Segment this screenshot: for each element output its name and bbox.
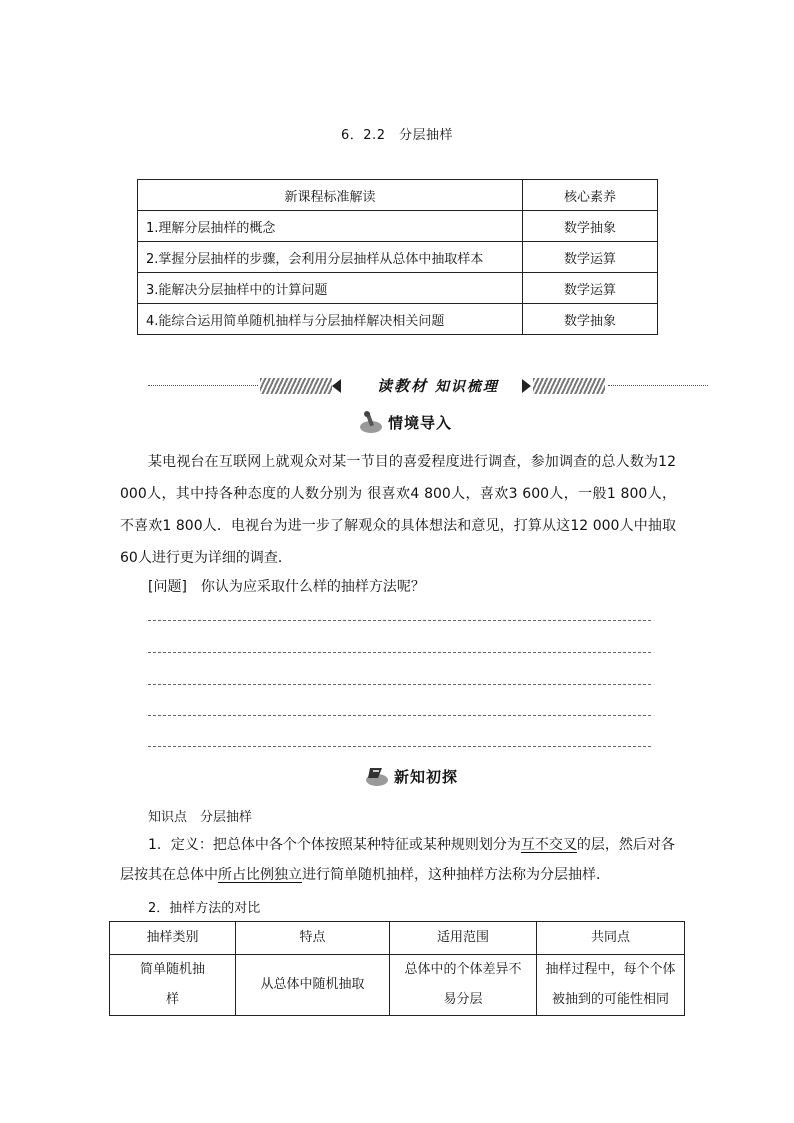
banner-title <box>358 375 518 396</box>
table-cell: 数学运算 <box>523 242 658 273</box>
arrow-left-icon <box>332 379 341 393</box>
table-cell: 3.能解决分层抽样中的计算问题 <box>138 273 523 304</box>
table-cell: 从总体中随机抽取 <box>236 955 390 1016</box>
table-header-cell: 核心素养 <box>523 180 658 211</box>
table-cell: 抽样过程中，每个个体被抽到的可能性相同 <box>537 955 685 1016</box>
underlined-term: 独立 <box>274 867 302 883</box>
banner-stripe <box>533 378 605 394</box>
table-cell: 简单随机抽样 <box>110 955 236 1016</box>
table-row <box>138 304 658 335</box>
new-knowledge-heading-label: 新知初探 <box>394 767 459 786</box>
comparison-title: 2．抽样方法的对比 <box>148 901 261 916</box>
table-cell: 1.理解分层抽样的概念 <box>138 211 523 242</box>
scenario-heading-label: 情境导入 <box>388 413 453 432</box>
new-knowledge-heading <box>364 762 458 790</box>
table-header-cell: 适用范围 <box>390 922 537 955</box>
section-banner <box>148 375 708 397</box>
table-cell: 4.能综合运用简单随机抽样与分层抽样解决相关问题 <box>138 304 523 335</box>
answer-line[interactable] <box>148 620 651 621</box>
table-row <box>110 955 685 1016</box>
new-knowledge-icon <box>364 764 390 788</box>
scenario-icon <box>358 410 384 434</box>
definition-text: 的层，然后对各层按其在总体中 <box>120 837 675 883</box>
table-cell: 数学抽象 <box>523 211 658 242</box>
arrow-right-icon <box>522 379 531 393</box>
comparison-table <box>109 921 685 1016</box>
underlined-term: 所占比例 <box>218 867 274 883</box>
answer-line[interactable] <box>148 746 651 747</box>
banner-stripe <box>260 378 332 394</box>
definition-text: 进行简单随机抽样，这种抽样方法称为分层抽样． <box>302 867 610 883</box>
divider <box>148 385 258 386</box>
underlined-term: 互不交叉 <box>520 837 577 853</box>
table-header-row <box>138 180 658 211</box>
table-cell: 2.掌握分层抽样的步骤，会利用分层抽样从总体中抽取样本 <box>138 242 523 273</box>
page-title: 6．2.2 分层抽样 <box>341 128 453 143</box>
table-row <box>138 242 658 273</box>
standards-table <box>137 179 658 335</box>
definition-text: 1．定义：把总体中各个个体按照某种特征或某种规则划分为 <box>148 837 521 853</box>
table-header-cell: 新课程标准解读 <box>138 180 523 211</box>
definition-paragraph <box>120 830 676 890</box>
answer-line[interactable] <box>148 715 651 716</box>
table-header-cell: 共同点 <box>537 922 685 955</box>
table-header-row <box>110 922 685 955</box>
answer-line[interactable] <box>148 652 651 653</box>
table-cell: 总体中的个体差异不易分层 <box>390 955 537 1016</box>
table-row <box>138 211 658 242</box>
question-text: [问题] 你认为应采取什么样的抽样方法呢？ <box>148 579 425 595</box>
banner-part1: 读教材 <box>377 377 429 395</box>
banner-part2: 知识梳理 <box>434 379 499 395</box>
table-cell: 数学抽象 <box>523 304 658 335</box>
scenario-paragraph: 某电视台在互联网上就观众对某一节目的喜爱程度进行调查，参加调查的总人数为12 000人，其中持各种态度的人数分别为 很喜欢4 800人，喜欢3 600人，一般1 800人，不喜欢1 800人．电视台为进一步了解观众的具体想法和意见，打算从这12 000人中抽取60人进行更为详细的调查． <box>120 454 676 566</box>
scenario-heading <box>358 408 452 436</box>
knowledge-point-title: 知识点 分层抽样 <box>148 810 253 825</box>
divider <box>608 385 708 386</box>
answer-line[interactable] <box>148 684 651 685</box>
table-header-cell: 特点 <box>236 922 390 955</box>
table-header-cell: 抽样类别 <box>110 922 236 955</box>
table-row <box>138 273 658 304</box>
table-cell: 数学运算 <box>523 273 658 304</box>
